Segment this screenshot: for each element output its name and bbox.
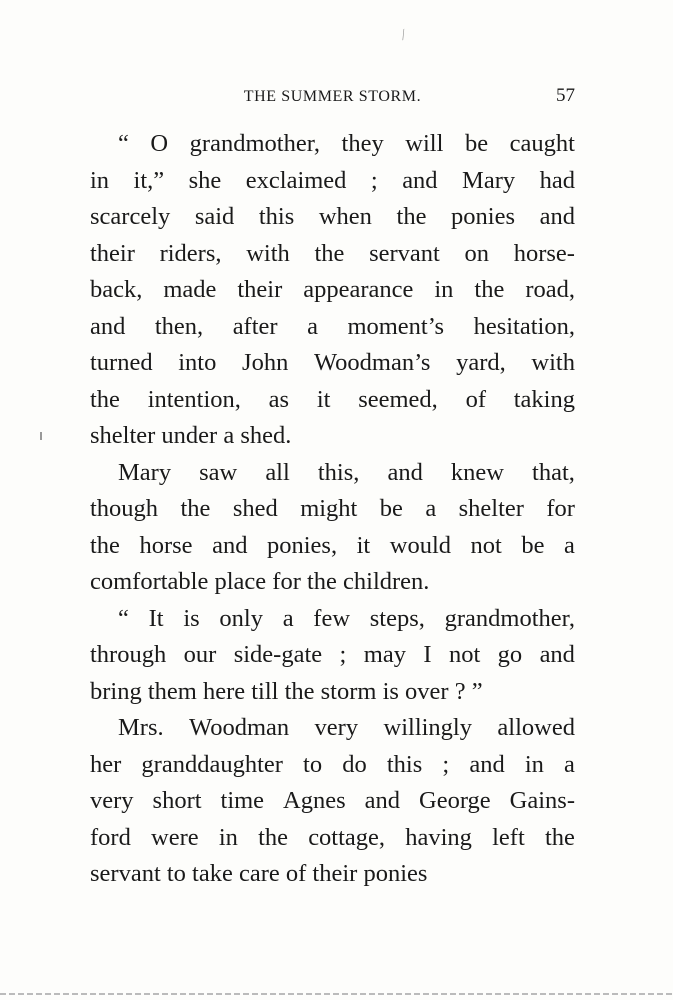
word: were: [151, 823, 199, 851]
word: all: [265, 458, 290, 486]
text-line: [90, 747, 575, 784]
word: in: [524, 750, 544, 778]
text-line: [90, 601, 575, 638]
word: as: [268, 385, 290, 413]
word: do: [342, 750, 367, 778]
word: steps,: [369, 604, 425, 632]
word: this: [258, 203, 295, 230]
word: the: [314, 239, 345, 267]
word: in: [434, 276, 454, 303]
word: and: [469, 750, 505, 778]
word: of: [465, 385, 486, 413]
word: moment’s: [347, 312, 445, 340]
word: ;: [442, 750, 450, 778]
word: when: [318, 203, 372, 230]
word: made: [163, 276, 217, 303]
word: and: [364, 787, 401, 814]
word: horse-: [513, 239, 575, 267]
word: to: [303, 750, 323, 778]
word: ;: [339, 641, 347, 668]
text-line: bring them here till the storm is over ? ”: [90, 677, 483, 705]
word: is: [183, 604, 200, 632]
word: Woodman: [189, 714, 290, 741]
word: in: [218, 823, 238, 851]
word: ford: [90, 823, 131, 851]
text-line: servant to take care of their ponies: [90, 860, 428, 887]
text-line: comfortable place for the children.: [90, 568, 430, 595]
word: ponies: [451, 203, 515, 230]
word: the: [180, 495, 211, 522]
stray-pen-mark: ⁄: [399, 28, 409, 43]
word: and: [539, 203, 575, 230]
word: grandmother,: [189, 130, 320, 157]
word: appearance: [303, 276, 414, 303]
word: for: [546, 495, 575, 522]
text-line: [90, 637, 575, 674]
word: and: [212, 531, 248, 559]
word: had: [539, 166, 575, 194]
word: I: [423, 641, 432, 668]
word: their: [237, 276, 283, 303]
word: O: [150, 130, 169, 157]
text-line: shelter under a shed.: [90, 422, 292, 449]
word: Mary: [462, 166, 516, 194]
word: that,: [532, 458, 575, 486]
word: saw: [199, 458, 238, 486]
word: taking: [513, 385, 575, 413]
page-header: [90, 84, 575, 114]
running-title: THE SUMMER STORM.: [243, 88, 422, 105]
word: George: [419, 787, 491, 814]
word: they: [341, 130, 384, 157]
page-number: 57: [556, 85, 575, 106]
word: only: [219, 604, 263, 632]
word: knew: [450, 458, 504, 486]
word: on: [464, 239, 490, 267]
word: their: [90, 239, 135, 267]
page-bottom-edge: [0, 993, 673, 995]
word: it,”: [133, 166, 165, 194]
word: shelter: [458, 495, 524, 522]
word: not: [470, 531, 502, 559]
word: shed: [232, 495, 278, 522]
word: her: [90, 750, 122, 778]
word: into: [178, 349, 217, 376]
word: back,: [90, 276, 143, 303]
word: though: [90, 495, 159, 522]
word: time: [220, 787, 265, 814]
word: through: [90, 641, 167, 668]
word: very: [314, 714, 359, 741]
word: a: [564, 531, 575, 559]
word: the: [396, 203, 427, 230]
margin-mark: [40, 432, 42, 440]
word: hesitation,: [473, 312, 575, 340]
text-line: [90, 345, 575, 382]
word: intention,: [147, 385, 241, 413]
word: riders,: [159, 239, 222, 267]
word: having: [405, 823, 472, 851]
word: it: [356, 531, 371, 559]
text-line: [90, 126, 575, 163]
word: said: [194, 203, 235, 230]
word: short: [152, 787, 202, 814]
word: cottage,: [308, 823, 386, 851]
word: caught: [509, 130, 575, 157]
word: and: [90, 312, 126, 340]
word: the: [544, 823, 575, 851]
word: and: [387, 458, 423, 486]
word: may: [363, 641, 406, 668]
word: servant: [369, 239, 440, 267]
word: allowed: [497, 714, 575, 741]
word: Woodman’s: [313, 349, 431, 376]
word: ;: [370, 166, 378, 194]
word: this,: [317, 458, 360, 486]
word: John: [242, 349, 289, 376]
word: the: [90, 531, 120, 559]
word: then,: [154, 312, 204, 340]
word: Gains-: [509, 787, 575, 814]
text-line: [90, 272, 575, 309]
word: in: [90, 166, 110, 194]
text-line: [90, 309, 575, 346]
word: a: [282, 604, 294, 632]
word: “: [118, 604, 129, 632]
word: side-gate: [233, 641, 323, 668]
word: willingly: [383, 714, 472, 741]
word: a: [564, 750, 575, 778]
word: road,: [525, 276, 575, 303]
word: granddaughter: [141, 750, 283, 778]
word: turned: [90, 349, 153, 376]
word: Mary: [118, 458, 172, 486]
word: It: [148, 604, 164, 632]
word: a: [425, 495, 437, 522]
word: it: [316, 385, 331, 413]
text-line: [90, 163, 575, 200]
text-line: [90, 382, 575, 419]
word: be: [379, 495, 403, 522]
word: our: [183, 641, 217, 668]
word: the: [474, 276, 505, 303]
word: will: [405, 130, 444, 157]
word: go: [497, 641, 523, 668]
word: seemed,: [358, 385, 438, 413]
text-line: [90, 236, 575, 273]
text-line: [90, 491, 575, 528]
word: horse: [139, 531, 193, 559]
word: not: [448, 641, 481, 668]
text-line: [90, 199, 575, 236]
word: be: [521, 531, 545, 559]
word: Mrs.: [118, 714, 164, 741]
text-line: [90, 455, 575, 492]
word: the: [90, 385, 120, 413]
text-line: [90, 820, 575, 857]
word: with: [246, 239, 290, 267]
word: after: [232, 312, 278, 340]
word: few: [313, 604, 351, 632]
word: yard,: [456, 349, 506, 376]
word: she: [188, 166, 222, 194]
word: the: [258, 823, 288, 851]
word: and: [402, 166, 438, 194]
word: scarcely: [90, 203, 171, 230]
word: with: [531, 349, 575, 376]
word: be: [464, 130, 489, 157]
word: a: [307, 312, 318, 340]
word: very: [90, 787, 134, 814]
word: grandmother,: [444, 604, 575, 632]
word: this: [386, 750, 423, 778]
word: Agnes: [283, 787, 346, 814]
word: and: [539, 641, 575, 668]
text-line: [90, 710, 575, 747]
word: left: [492, 823, 525, 851]
word: ponies,: [266, 531, 338, 559]
word: exclaimed: [245, 166, 347, 194]
word: would: [389, 531, 452, 559]
word: “: [118, 130, 129, 157]
word: might: [300, 495, 358, 522]
body-text: [90, 126, 575, 893]
text-line: [90, 783, 575, 820]
text-line: [90, 528, 575, 565]
